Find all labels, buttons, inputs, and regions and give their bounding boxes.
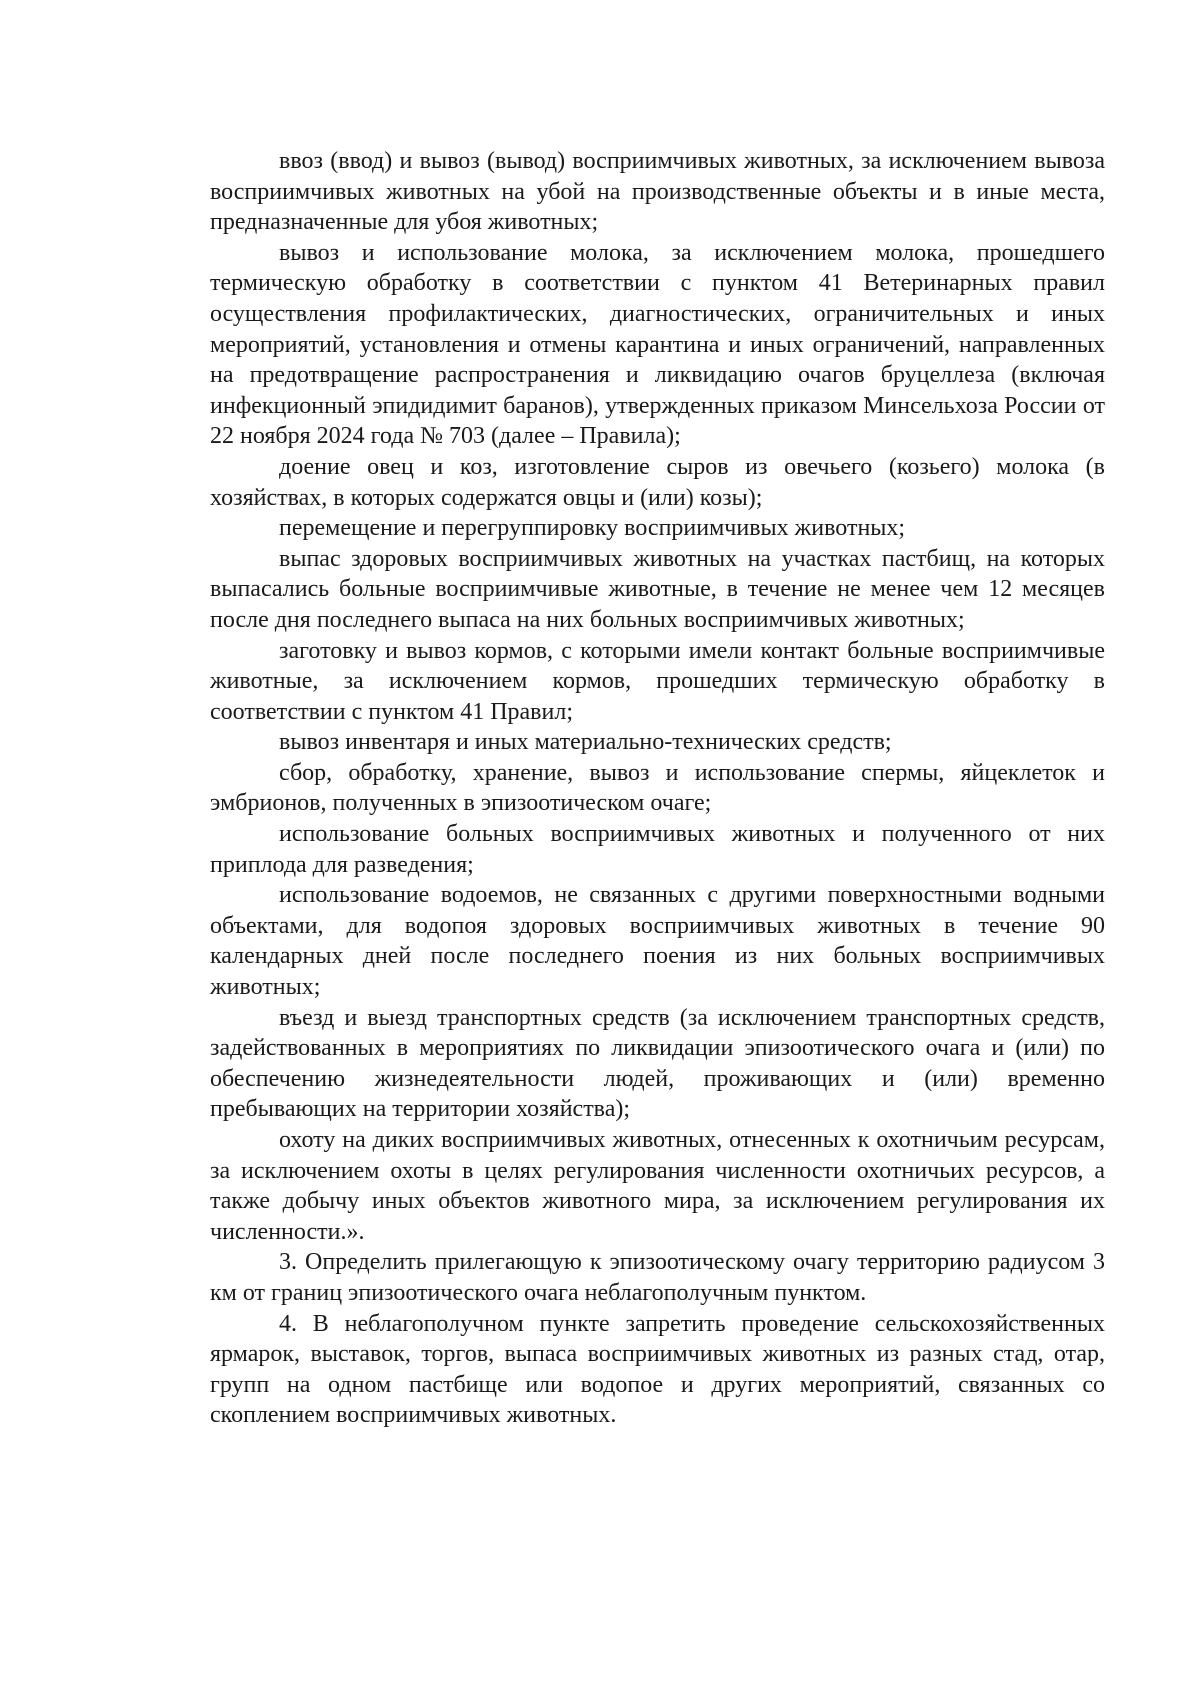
paragraph-milk-ban: вывоз и использование молока, за исключением молока, прошедшего термическую обработку в соответствии с пунктом 41 Ветеринарных правил осуществления профилактических, диагностических, ограничительных и иных мероприятий, установления и отмены карантина и иных ограничений, направленных на предотвращение распространения и ликвидацию очагов бруцеллеза (включая инфекционный эпидидимит баранов), утвержденных приказом Минсельхоза России от 22 ноября 2024 года № 703 (далее – Правила);: [210, 239, 1105, 450]
paragraph-vehicle-ban: въезд и выезд транспортных средств (за исключением транспортных средств, задействованных в мероприятиях по ликвидации эпизоотического очага и (или) по обеспечению жизнедеятельности людей, проживающих и (или) временно пребывающих на территории хозяйства);: [210, 1004, 1105, 1123]
paragraph-item-4-event-ban: 4. В неблагополучном пункте запретить проведение сельскохозяйственных ярмарок, выставок, торгов, выпаса восприимчивых животных из разных стад, отар, групп на одном пастбище или водопое и других мероприятий, связанных со скоплением восприимчивых животных.: [210, 1310, 1105, 1429]
paragraph-milking-cheese-ban: доение овец и коз, изготовление сыров из овечьего (козьего) молока (в хозяйствах, в которых содержатся овцы и (или) козы);: [210, 453, 1105, 511]
paragraph-watering-ban: использование водоемов, не связанных с другими поверхностными водными объектами, для водопоя здоровых восприимчивых животных в течение 90 календарных дней после последнего поения из них больных восприимчивых животных;: [210, 882, 1105, 1001]
paragraph-hunting-ban: охоту на диких восприимчивых животных, отнесенных к охотничьим ресурсам, за исключением охоты в целях регулирования численности охотничьих ресурсов, а также добычу иных объектов животного мира, за исключением регулирования их численности.».: [210, 1127, 1105, 1245]
paragraph-import-export-ban: ввоз (ввод) и вывоз (вывод) восприимчивых животных, за исключением вывоза восприимчивых животных на убой на производственные объекты и в иные места, предназначенные для убоя животных;: [210, 148, 1105, 236]
paragraph-regrouping-ban: перемещение и перегруппировку восприимчивых животных;: [279, 515, 906, 542]
paragraph-breeding-ban: использование больных восприимчивых животных и полученного от них приплода для разведения;: [210, 821, 1105, 878]
paragraph-item-3-adjacent-territory: 3. Определить прилегающую к эпизоотическому очагу территорию радиусом 3 км от границ эпизоотического очага неблагополучным пунктом.: [210, 1249, 1105, 1306]
paragraph-inventory-ban: вывоз инвентаря и иных материально-технических средств;: [279, 729, 892, 756]
paragraph-grazing-ban: выпас здоровых восприимчивых животных на участках пастбищ, на которых выпасались больные восприимчивые животные, в течение не менее чем 12 месяцев после дня последнего выпаса на них больных восприимчивых животных;: [210, 545, 1105, 633]
paragraph-sperm-embryo-ban: сбор, обработку, хранение, вывоз и использование спермы, яйцеклеток и эмбрионов, полученных в эпизоотическом очаге;: [210, 759, 1105, 817]
document-page: [210, 146, 1105, 1431]
paragraph-feed-ban: заготовку и вывоз кормов, с которыми имели контакт больные восприимчивые животные, за исключением кормов, прошедших термическую обработку в соответствии с пунктом 41 Правил;: [210, 637, 1105, 725]
